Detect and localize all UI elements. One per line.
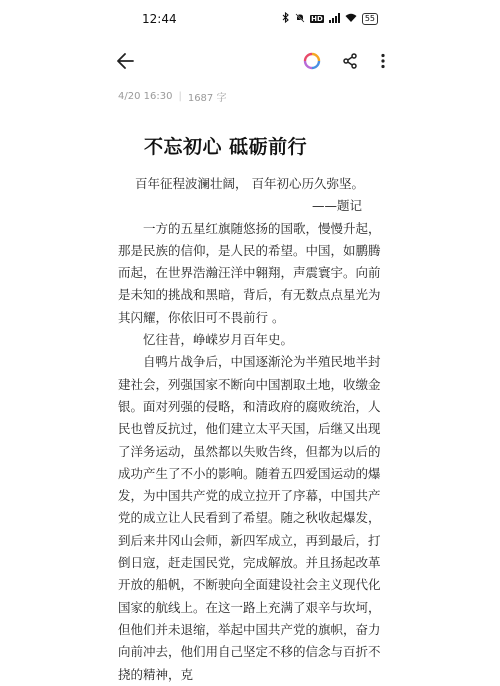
share-icon[interactable] bbox=[342, 53, 358, 69]
document-body[interactable] bbox=[100, 161, 400, 686]
hd-icon: HD bbox=[311, 15, 323, 23]
epigraph-signature: ——题记 bbox=[311, 198, 362, 214]
status-icons bbox=[282, 12, 378, 26]
paragraph: 自鸭片战争后，中国逐渐沦为半殖民地半封建社会，列强国家不断向中国割取土地，收缴金银。面对列强的侵略，和清政府的腐败统治，人民也曾反抗过，他们建立太平天国，后继又出现了洋务运动，虽然都以失败告终，但都为以后的成功产生了不小的影响。随着五四爱国运动的爆发，为中国共产党的成立拉开了序幕，中国共产党的成立让人民看到了希望。随之秋收起爆发，到后来井冈山会师，新四军成立，再到最后，打倒日寇，赶走国民党，完成解放。并且扬起改革开放的船帆，不断驶向全面建设社会主义现代化国家的航线上。在这一路上充满了艰辛与坎坷，但他们并未退缩，举起中国共产党的旗帜，奋力向前冲去，他们用自己坚定不移的信念与百折不挠的精神，克 bbox=[118, 354, 381, 682]
wifi-icon bbox=[345, 13, 357, 26]
more-vert-icon[interactable] bbox=[380, 53, 386, 69]
word-count: 1687 字 bbox=[187, 92, 227, 104]
note-meta bbox=[100, 89, 400, 103]
status-time: 12:44 bbox=[142, 12, 177, 26]
meta-separator: | bbox=[178, 90, 182, 102]
battery-indicator: 55 bbox=[362, 13, 378, 25]
signal-icon bbox=[329, 13, 340, 26]
epigraph: 百年征程波澜壮阔， 百年初心历久弥坚。 bbox=[135, 176, 364, 191]
document-title[interactable]: 不忘初心 砥砺前行 bbox=[144, 136, 308, 158]
mute-icon bbox=[295, 13, 305, 26]
back-arrow-icon[interactable] bbox=[116, 53, 134, 69]
paragraph: 一方的五星红旗随悠扬的国歌，慢慢升起，那是民族的信仰，是人民的希望。中国，如鹏腾而起，在世界浩瀚汪洋中翱翔，声震寰宇。向前是未知的挑战和黑暗，背后，有无数点点星光为其闪耀，你依旧可不畏前行 。 bbox=[118, 220, 381, 325]
paragraph: 忆往昔，峥嵘岁月百年史。 bbox=[143, 332, 294, 348]
note-datetime: 4/20 16:30 bbox=[118, 90, 173, 102]
color-wheel-icon[interactable] bbox=[304, 53, 320, 69]
phone-screen bbox=[100, 0, 400, 682]
bluetooth-icon bbox=[282, 12, 290, 26]
toolbar bbox=[100, 38, 400, 84]
status-bar bbox=[100, 0, 400, 38]
toolbar-actions bbox=[304, 53, 386, 69]
